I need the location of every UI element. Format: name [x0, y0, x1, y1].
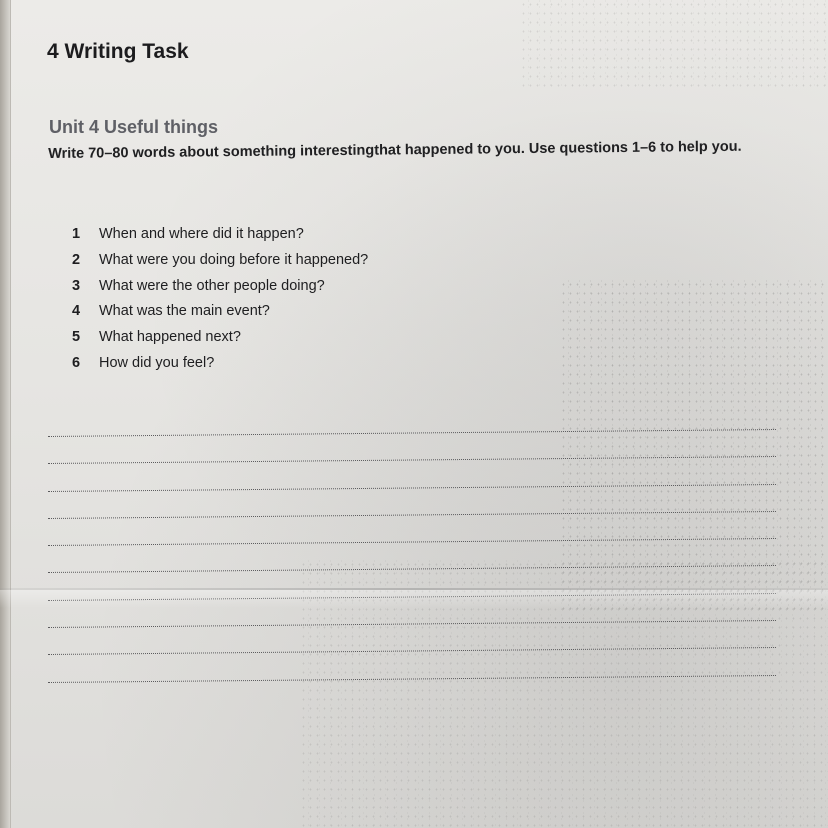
question-text: What were you doing before it happened? [99, 251, 369, 268]
question-text: What were the other people doing? [99, 277, 325, 294]
question-text: What happened next? [99, 329, 241, 346]
question-number: 2 [72, 251, 81, 268]
question-item [72, 252, 368, 278]
question-item [72, 355, 368, 381]
unit-title: Unit 4 Useful things [49, 117, 219, 137]
question-number: 1 [72, 226, 81, 242]
question-number: 5 [72, 329, 81, 346]
question-number: 6 [72, 354, 81, 371]
question-number: 4 [72, 303, 81, 320]
question-item [72, 329, 368, 355]
question-text: What was the main event? [99, 303, 270, 320]
question-text: When and where did it happen? [99, 226, 304, 242]
question-text: How did you feel? [99, 354, 215, 371]
question-item [72, 303, 368, 329]
paper-fold-highlight [0, 590, 828, 608]
question-item [72, 226, 368, 252]
question-list [72, 226, 368, 381]
question-item [72, 278, 368, 304]
task-title: 4 Writing Task [47, 40, 189, 63]
question-number: 3 [72, 277, 81, 294]
answer-area[interactable] [48, 410, 776, 683]
page-edge [0, 0, 11, 828]
toner-noise [520, 0, 828, 90]
instructions-text: Write 70–80 words about something interestingthat happened to you. Use questions 1–6 to help you. [48, 138, 742, 162]
